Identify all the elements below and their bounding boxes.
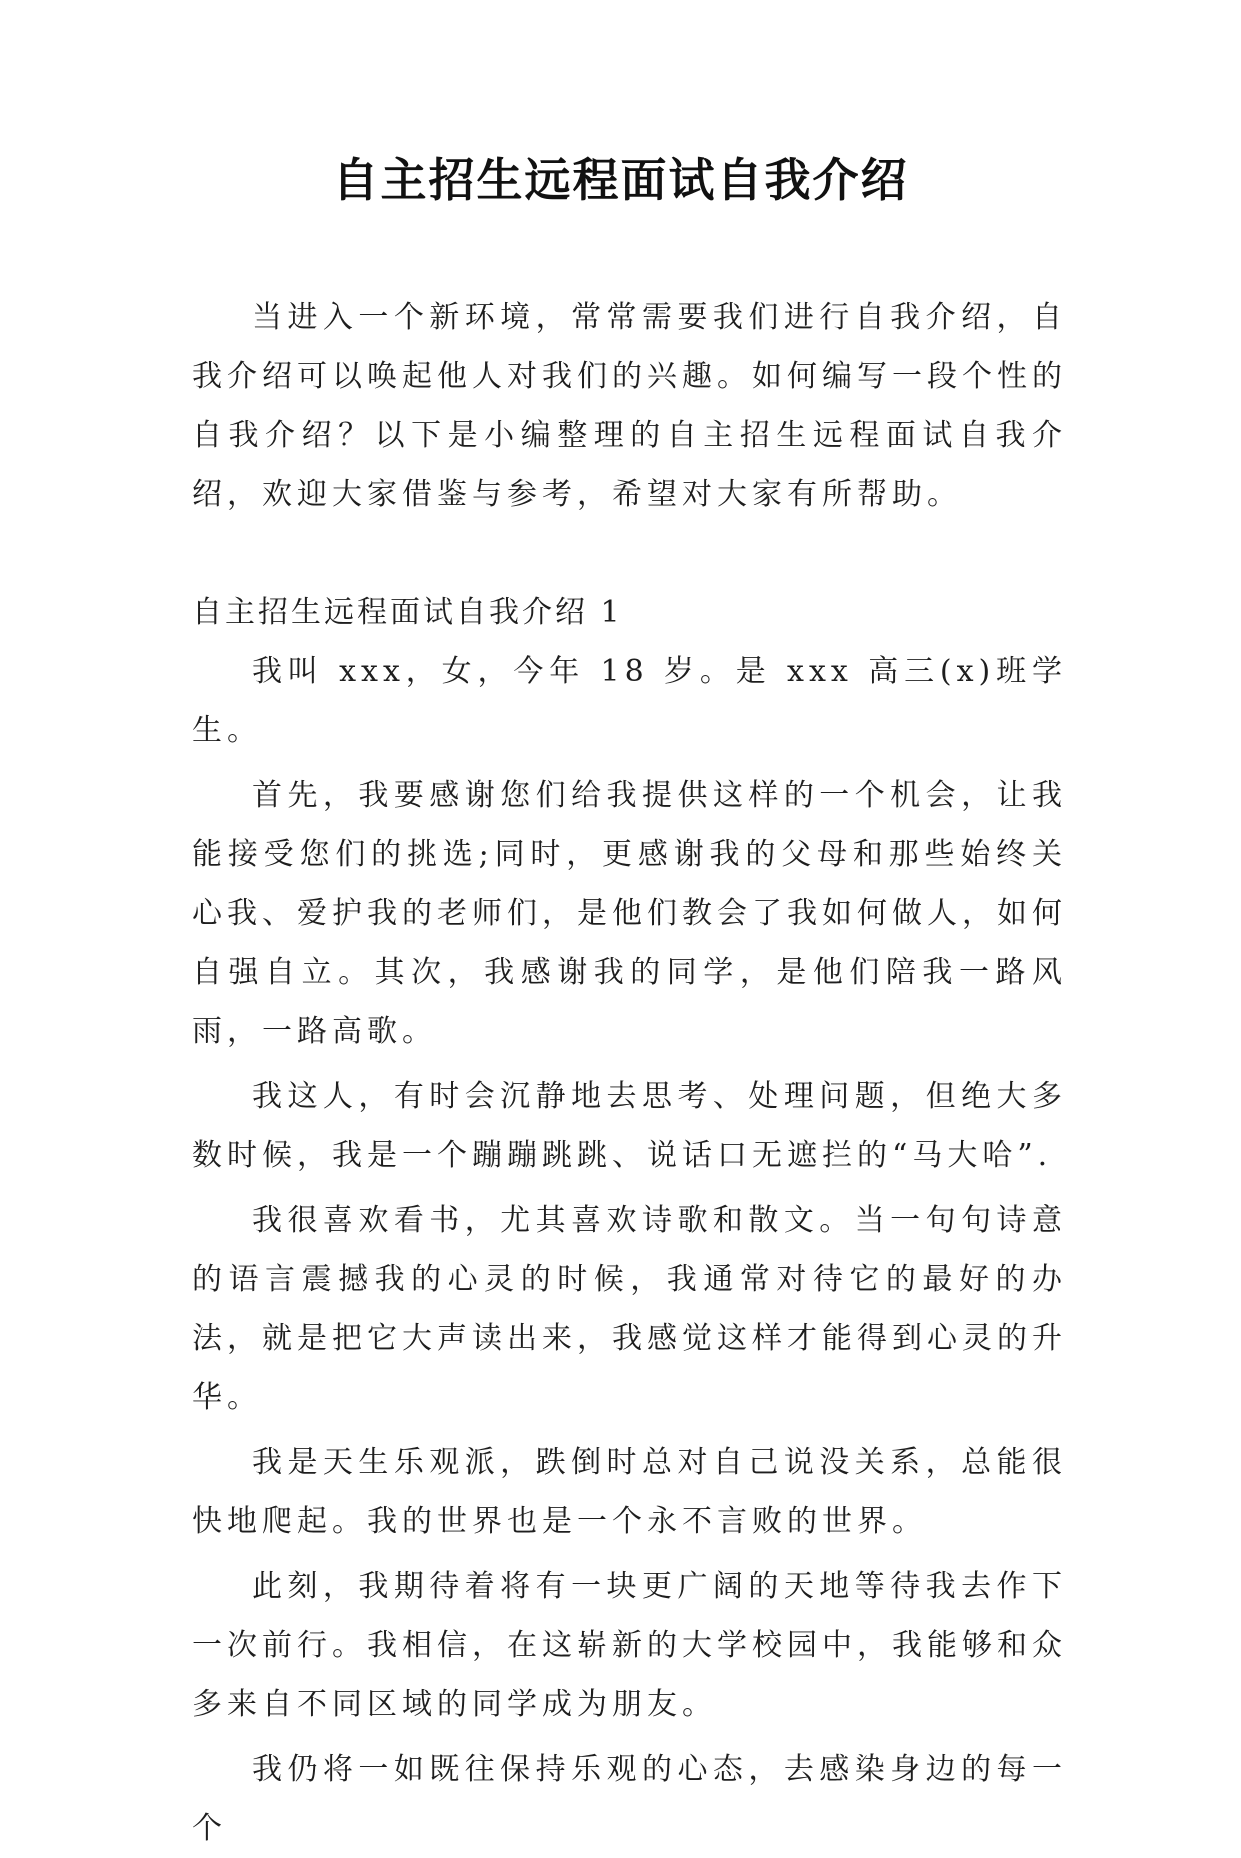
body-paragraph: 我这人，有时会沉静地去思考、处理问题，但绝大多数时候，我是一个蹦蹦跳跳、说话口无遮拦的“马大哈”.: [192, 1079, 1067, 1173]
body-paragraph: 此刻，我期待着将有一块更广阔的天地等待我去作下一次前行。我相信，在这崭新的大学校园中，我能够和众多来自不同区域的同学成为朋友。: [192, 1569, 1067, 1722]
body-paragraph: 我仍将一如既往保持乐观的心态，去感染身边的每一个: [192, 1752, 1067, 1846]
body-paragraph: 我很喜欢看书，尤其喜欢诗歌和散文。当一句句诗意的语言震撼我的心灵的时候，我通常对待它的最好的办法，就是把它大声读出来，我感觉这样才能得到心灵的升华。: [192, 1203, 1067, 1415]
body-paragraph: 我是天生乐观派，跌倒时总对自己说没关系，总能很快地爬起。我的世界也是一个永不言败的世界。: [192, 1445, 1067, 1539]
document-body: [192, 288, 1067, 1858]
intro-paragraph: 当进入一个新环境，常常需要我们进行自我介绍，自我介绍可以唤起他人对我们的兴趣。如何编写一段个性的自我介绍？以下是小编整理的自主招生远程面试自我介绍，欢迎大家借鉴与参考，希望对大家有所帮助。: [192, 300, 1067, 512]
section-heading: 自主招生远程面试自我介绍 1: [192, 595, 623, 630]
body-paragraph: 首先，我要感谢您们给我提供这样的一个机会，让我能接受您们的挑选;同时，更感谢我的父母和那些始终关心我、爱护我的老师们，是他们教会了我如何做人，如何自强自立。其次，我感谢我的同学，是他们陪我一路风雨，一路高歌。: [192, 778, 1067, 1049]
document-title: 自主招生远程面试自我介绍: [332, 153, 909, 207]
body-paragraph: 我叫 xxx，女，今年 18 岁。是 xxx 高三(x)班学生。: [192, 654, 1067, 748]
